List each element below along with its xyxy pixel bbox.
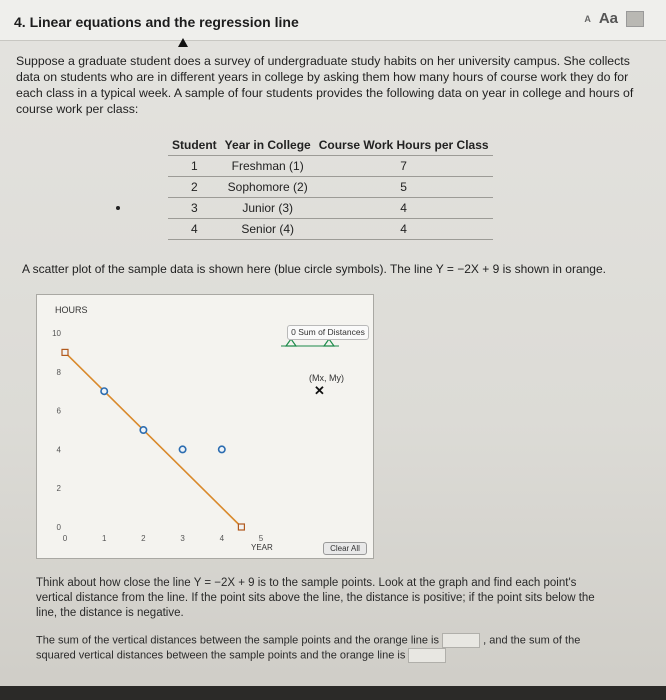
y-axis-label: HOURS: [55, 305, 88, 315]
y-tick-label: 8: [56, 367, 61, 377]
table-row: [168, 156, 493, 177]
table-cell: Sophomore (2): [221, 177, 315, 198]
table-cell: Junior (3): [221, 198, 315, 219]
table-row: [168, 177, 493, 198]
scatter-caption: A scatter plot of the sample data is shown here (blue circle symbols). The line Y = −2X + 9 is shown in orange.: [22, 262, 606, 276]
table-cell: 4: [315, 219, 493, 240]
table-cell: 3: [168, 198, 221, 219]
bottom-bar: [0, 686, 666, 700]
mean-point-x-icon[interactable]: ✕: [314, 383, 325, 398]
header-tools: [584, 10, 644, 27]
scatter-point: [101, 388, 107, 394]
scatter-point: [179, 446, 185, 452]
x-tick-label: 3: [180, 534, 185, 543]
sum-distances-answer-input[interactable]: [442, 633, 480, 648]
scatter-graph: [36, 294, 374, 559]
question-header: [0, 0, 666, 41]
font-size-increase-button[interactable]: Aa: [598, 10, 618, 27]
table-header-hours: Course Work Hours per Class: [318, 138, 489, 152]
panel-toggle-icon[interactable]: [626, 11, 644, 27]
sum-of-distances-button[interactable]: 0 Sum of Distances: [287, 325, 369, 340]
bullet-dot-icon: [116, 206, 120, 210]
sum-squared-answer-input[interactable]: [408, 648, 446, 663]
clear-all-button[interactable]: Clear All: [323, 542, 367, 555]
sum-question-part1: The sum of the vertical distances between the sample points and the orange line is: [36, 634, 439, 647]
line-handle[interactable]: [62, 349, 68, 355]
y-tick-label: 4: [56, 445, 61, 455]
table-cell: 2: [168, 177, 221, 198]
y-tick-label: 0: [56, 523, 61, 532]
x-tick-label: 5: [258, 534, 264, 543]
table-cell: 1: [168, 156, 221, 177]
instruction-paragraph: Think about how close the line Y = −2X + 9 is to the sample points. Look at the graph and find each point's vertical distance from the line. If the point sits above the line, the distance is positive; if the point sits below the line, the distance is negative.: [36, 577, 595, 619]
regression-line[interactable]: [65, 352, 241, 527]
triangle-icon: [324, 339, 334, 346]
table-cell: 5: [315, 177, 493, 198]
table-header-student: Student: [172, 138, 217, 152]
table-cell: 4: [168, 219, 221, 240]
x-tick-label: 4: [219, 534, 225, 543]
table-cell: Freshman (1): [221, 156, 315, 177]
table-cell: Senior (4): [221, 219, 315, 240]
x-axis-label: YEAR: [251, 543, 273, 552]
x-tick-label: 2: [141, 534, 146, 543]
x-tick-label: 1: [101, 534, 107, 543]
y-tick-label: 2: [56, 484, 61, 494]
y-tick-label: 6: [56, 406, 61, 416]
table-row: [168, 219, 493, 240]
question-title: 4. Linear equations and the regression line: [14, 14, 299, 30]
mean-point-label: (Mx, My): [309, 373, 344, 383]
font-size-decrease-button[interactable]: A: [584, 13, 591, 24]
table-cell: 4: [315, 198, 493, 219]
mouse-cursor-icon: [178, 38, 188, 47]
table-header-year: Year in College: [224, 138, 311, 152]
scatter-point: [219, 446, 225, 452]
y-tick-label: 10: [52, 329, 61, 338]
x-tick-label: 0: [62, 534, 68, 543]
sum-question: [36, 633, 596, 664]
line-handle[interactable]: [238, 524, 244, 530]
table-row: [168, 198, 493, 219]
table-cell: 7: [315, 156, 493, 177]
intro-paragraph: Suppose a graduate student does a survey of undergraduate study habits on her university campus. She collects data on students who are in different years in college by asking them how many hours of course work they do for each class in a typical week. A sample of four students provides the following data on year in college and hours of course work per class:: [16, 54, 634, 116]
triangle-icon: [286, 339, 296, 346]
data-table: [168, 138, 493, 240]
sum-question-part2: , and the sum of the squared vertical distances between the sample points and the orange line is: [36, 634, 581, 662]
scatter-point: [140, 427, 146, 433]
